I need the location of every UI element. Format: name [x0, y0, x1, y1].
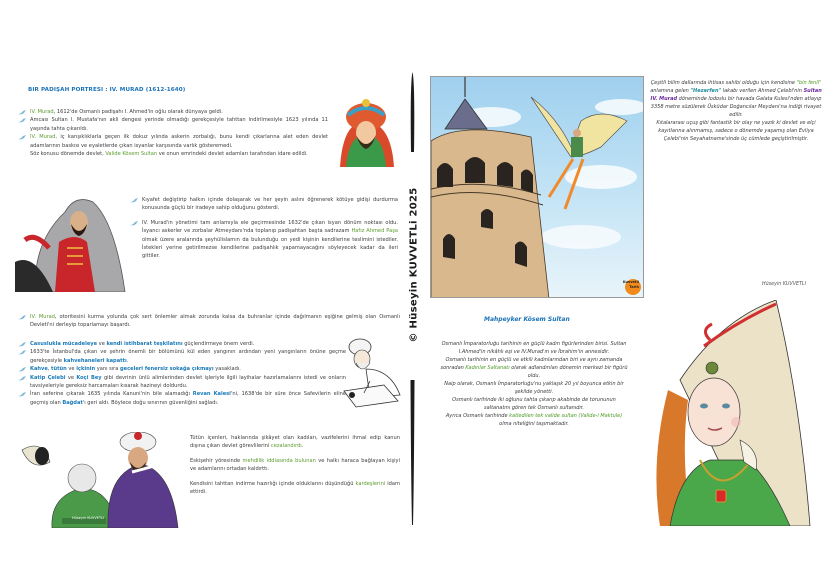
text-run: İran seferine çıkarak 1635 yılında Kanuni'nin bile alamadığı	[30, 391, 193, 398]
highlighted-term: Casuslukla mücadeleye	[30, 341, 98, 347]
bullet-arrow-icon	[18, 375, 27, 381]
hezarfen-story-text	[648, 79, 824, 143]
paragraph	[190, 434, 400, 451]
paragraph	[440, 412, 628, 428]
paragraph	[18, 390, 346, 407]
text-run: IV. Murad'ın yönetimi tam anlamıyla ele geçirmesinde 1632'de çıkan isyan dönüm noktası oldu. İsyancı askerler ve zorbalar Atmeydanı'nda toplanıp padişahtan başta sadrazam	[142, 219, 398, 235]
text-run: Amcası Sultan I. Mustafa'nın akli dengesi yerinde olmadığı gerekçesiyle tahttan indirilmesiyle 1623 yılında 11 yaşında tahta çıkarıldı.	[30, 117, 328, 132]
paragraph	[440, 356, 628, 380]
sultan-punishing-illustration	[12, 432, 192, 528]
text-run: lakabı verilen Ahmed Çelebi'nin	[721, 88, 804, 94]
text-run: yanı sıra	[95, 366, 121, 373]
highlighted-term: içkinin	[76, 366, 96, 373]
text-run: ve halkı haraca bağlayan kişiyi ve adamlarını ortadan kaldırttı.	[190, 457, 400, 473]
text-run: yasakladı.	[213, 366, 241, 373]
highlighted-term: geceleri fenersiz sokağa çıkmayı	[120, 366, 214, 373]
kosem-sultan-portrait-illustration	[640, 300, 820, 526]
text-run: Çeşitli bilim dallarında ihtisas sahibi olduğu için kendisine	[650, 80, 797, 86]
bullet-arrow-icon	[18, 366, 27, 372]
text-run: Osmanlı tarihinin en güçlü ve etkili kadınlarından biri ve aynı zamanda sonradan	[440, 357, 623, 371]
paragraph	[648, 79, 824, 119]
text-run: gibi devrinin ünlü alimlerinden devlet işleriyle ilgili layihalar hazırlamalarını istedi ve onların tavsiyeleriyle gereksiz harcamaları kısarak hazineyi doldurdu.	[30, 374, 346, 390]
highlighted-term: cezalandırdı	[270, 443, 302, 450]
highlighted-term: kardeşlerini	[355, 480, 386, 487]
paragraph	[440, 340, 628, 356]
page-title: BIR PADIŞAH PORTRESI : IV. MURAD (1612-1640)	[28, 87, 186, 93]
highlighted-term: IV. Murad	[30, 134, 56, 141]
tower-badge: Kuvvetli Tarih	[622, 280, 639, 289]
highlighted-term: tütün	[51, 366, 67, 373]
highlighted-term: Kahve	[30, 366, 48, 373]
text-run: olma niteliğini taşımaktadır.	[499, 421, 569, 427]
text-run: ve	[97, 341, 107, 347]
bullet-arrow-icon	[18, 134, 27, 140]
paragraph	[18, 150, 328, 158]
highlighted-term: Kadınlar Saltanatı	[465, 365, 510, 371]
text-run: güçlendirmeye önem verdi.	[182, 341, 255, 347]
text-run: , 1612'de Osmanlı padişahı I. Ahmed'in oğlu olarak dünyaya geldi.	[53, 109, 223, 115]
highlighted-term: Sultan IV. Murad	[650, 88, 822, 102]
text-run: Söz konusu dönemde devlet,	[30, 151, 106, 158]
bullet-arrow-icon	[18, 314, 27, 320]
highlighted-term: Koçi Bey	[76, 374, 102, 381]
section-early-reign	[18, 108, 328, 158]
text-run: ve	[66, 366, 77, 373]
paragraph	[130, 196, 398, 213]
text-run: Kendisini tahttan indirme hazırlığı içinde olduklarını düşündüğü	[190, 480, 356, 487]
highlighted-term: katledilen tek valide sultan (Valide-i Maktule)	[509, 413, 623, 419]
paragraph	[18, 108, 328, 116]
text-run: .	[301, 443, 304, 450]
text-run: ,	[47, 366, 52, 373]
paragraph	[18, 116, 328, 133]
paragraph	[440, 380, 628, 396]
sultan-murad-portrait-illustration	[332, 97, 400, 169]
highlighted-term: "bin fenli"	[796, 80, 822, 86]
galata-tower-hezarfen-illustration	[430, 76, 644, 298]
text-run: Kıyafet değiştirip halkın içinde dolaşarak ve her şeyin aslını öğrenerek kötüye gidişi durdurma konusunda güçlü bir iradeye sahip olduğunu gösterdi.	[142, 197, 398, 212]
text-run: olarak adlandırılan dönemin merkezi bir figürü oldu.	[509, 365, 628, 379]
divider-bottom	[410, 380, 415, 525]
highlighted-term: kendi istihbarat teşkilatını	[106, 341, 183, 347]
bullet-arrow-icon	[18, 117, 27, 123]
bullet-arrow-icon	[18, 109, 27, 115]
text-run: ve	[65, 374, 77, 381]
section-punishments	[190, 434, 400, 496]
text-run: Osmanlı İmparatorluğu tarihinin en güçlü kadın figürlerinden birisi. Sultan I.Ahmed'in nikâhlı eşi ve IV.Murad'ın ve İbrahim'in annesidir.	[441, 341, 627, 355]
highlighted-term: Valide Kösem Sultan	[105, 151, 158, 158]
text-run: Osmanlı tarihinde iki oğlunu tahta çıkarıp akabinde de torununun saltanatını gören tek Osmanlı sultanıdır.	[452, 397, 616, 411]
text-run: , otoritesini kurma yolunda çok sert önlemler almak zorunda kalsa da buhranlar içinde dağılmanın eşiğine gelmiş olan Osmanlı Devleti'ni derleyip toparlamayı başardı.	[30, 314, 400, 329]
author-signature: Hüseyin KUVVETLI	[762, 282, 807, 287]
cloaked-sultan-illustration	[15, 192, 130, 292]
scholar-writing-illustration	[340, 335, 402, 410]
paragraph	[190, 480, 400, 497]
bullet-arrow-icon	[130, 197, 139, 203]
highlighted-term: Bağdat	[62, 399, 83, 406]
paragraph	[18, 133, 328, 150]
text-run: ve onun emrindeki devlet adamları tarafından idare edildi.	[157, 151, 308, 158]
text-run: , iç karışıklıklarla geçen ilk dokuz yılında askerin zorbalığı, bunu kendi çıkarlarına alet eden devlet adamlarının baskısı ve eyaletlerde çıkan isyanlar karşısında varlık gösteremedi.	[30, 134, 328, 149]
highlighted-term: kahvehaneleri kapattı	[63, 357, 127, 364]
paragraph	[18, 313, 400, 330]
paragraph	[18, 365, 346, 373]
bullet-arrow-icon	[130, 220, 139, 226]
bullet-arrow-icon	[18, 341, 27, 347]
paragraph	[648, 119, 824, 143]
text-run: olmak üzere aralarında şeyhülislamın da bulunduğu on yedi kişinin kendilerine teslimini istediler. İstekleri yerine getirilmezse kendilerine padişahlık yapamayacağını söyleyecek kadar da ileri gittiler.	[142, 236, 398, 260]
paragraph	[440, 396, 628, 412]
illustration-signature: Hüseyin KUVVETLI	[72, 516, 105, 520]
copyright-notice: © Hüseyin KUVVETLi 2025	[408, 187, 420, 343]
kosem-sultan-title: Mahpeyker Kösem Sultan	[484, 316, 570, 323]
paragraph	[18, 374, 346, 391]
paragraph	[190, 457, 400, 474]
highlighted-term: IV. Murad	[30, 314, 55, 320]
section-reforms	[18, 340, 346, 407]
text-run: Tütün içenleri, haklarında şikâyet olan kadıları, vazifelerini ihmal edip kanun dışına çıkan devlet görevlilerini	[190, 435, 400, 450]
paragraph	[18, 340, 346, 348]
bullet-arrow-icon	[18, 349, 27, 355]
kosem-sultan-text	[440, 340, 628, 428]
text-run: 'ı geri aldı. Böylece doğu sınırının güvenliğini sağladı.	[82, 399, 219, 406]
highlighted-term: "Hezarfen"	[690, 88, 722, 94]
text-run: Naip olarak, Osmanlı İmparatorluğu'nu yaklaşık 20 yıl boyunca etkin bir şekilde yönetti.	[444, 381, 624, 395]
text-run: .	[126, 357, 129, 364]
highlighted-term: Katip Çelebi	[30, 374, 66, 381]
highlighted-term: Revan Kalesi	[192, 391, 231, 398]
text-run: 1633'te İstanbul'da çıkan ve şehrin önemli bir bölümünü kül eden yangının ardından yeni yangınların önüne geçme gerekçesiyle	[30, 349, 346, 364]
text-run: döneminde lodoslu bir havada Galata Kulesi'nden atlayıp 3358 metre süzülerek Üsküdar Doğancılar Meydanı'na indiği rivayet edilir.	[650, 96, 822, 118]
text-run: Ayrıca Osmanlı tarihinde	[445, 413, 510, 419]
text-run: Eskişehir yöresinde	[190, 457, 243, 464]
paragraph	[18, 348, 346, 365]
text-run: idam ettirdi.	[190, 480, 400, 496]
divider-top	[410, 72, 415, 152]
section-reign-takeover	[130, 196, 398, 261]
highlighted-term: Hafız Ahmed Paşa	[351, 228, 398, 235]
highlighted-term: mehdilik iddiasında bulunan	[242, 457, 316, 464]
highlighted-term: IV. Murad	[30, 109, 54, 115]
text-run: 'ni, 1638'de bir süre önce Safevilerin eline geçmiş olan	[30, 391, 346, 406]
section-restoration	[18, 313, 400, 330]
paragraph	[130, 219, 398, 261]
text-run: anlamına gelen	[650, 88, 691, 94]
text-run: Kıtalararası uçuş gibi fantastik bir olay ne yazık ki devlet ve elçi kayıtlarına alınmamış, sadece o dönemde yaşamış olan Evliya Çelebi'nin Seyahatname'sinde üç cümlede geçiştirilmiştir.	[656, 120, 816, 142]
bullet-arrow-icon	[18, 391, 27, 397]
